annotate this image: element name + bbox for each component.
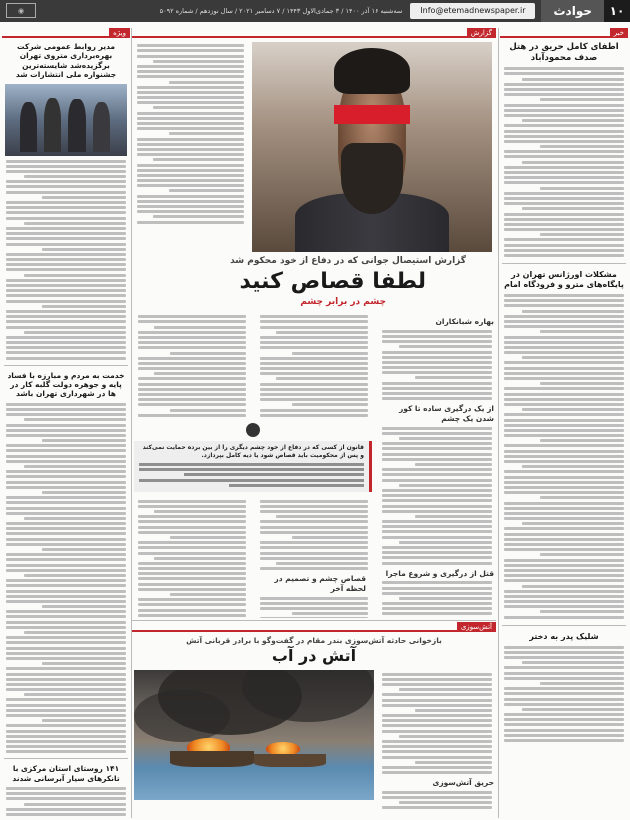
subheading-1: از یک درگیری ساده تا کور شدن یک چشم [398,404,494,423]
body-col2b [256,497,372,618]
right-column [500,28,628,818]
fire-headline: آتش در آب [271,646,357,666]
section-rule [132,620,496,621]
main-tag: گزارش [467,28,496,38]
fire-body-1b [378,791,496,810]
column-rule [498,28,499,818]
body-col3b [134,497,250,618]
fire-body-1 [378,673,496,775]
section-title: حوادث [541,0,604,22]
body-col2 [256,313,372,419]
fire-tag: آتش‌سوزی [457,622,496,632]
main-story [132,28,496,618]
byline: بهاره شبانکاران [435,317,494,326]
body-col1 [378,330,496,400]
newspaper-logo: ◉ [6,3,36,18]
right-story3-title: شلیک پدر به دختر [529,631,599,641]
main-headline: لطفا قصاص کنید [239,269,426,295]
subheading-2: قتل از درگیری و شروع ماجرا [385,568,494,578]
fire-story [132,622,496,818]
pull-quote-text: قانون از کسی که در دفاع از خود چشم دیگری را از بین برده حمایت نمی‌کند و پس از محکومیت باید قصاص شود یا دیه کامل بپردازد. [142,443,364,460]
suspect-photo [252,42,492,252]
left-story3-title: ۱۴۱ روستای استان مرکزی با تانکرهای سیار آبرسانی شدند [12,764,120,783]
left-story1-title: مدیر روابط عمومی شرکت بهره‌برداری متروی تهران برگزیده‌شد شایسته‌ترین جشنواره ملی انتشارات شد [15,42,117,80]
ceremony-photo [5,84,127,156]
right-story1-body [500,67,628,257]
right-story2-title: مشکلات اورژانس تهران در پایگاه‌های مترو و فرودگاه امام [504,270,624,289]
left-story3-body [2,787,130,818]
main-kicker: گزارش استیصال جوانی که در دفاع از خود محکوم شد [230,256,466,266]
fire-photo [134,670,374,800]
right-story3-body [500,646,628,742]
right-story2-body [500,294,628,619]
left-tag: ویژه [109,28,130,38]
right-story1-title: اطفای کامل حریق در هتل صدف محمودآباد [509,42,619,63]
eye-censor-bar [334,105,411,124]
pull-quote [134,441,372,493]
quote-marker-icon [246,423,260,437]
side-column-top [133,42,248,252]
header-date: سه‌شنبه ۱۶ آذر ۱۴۰۰ / ۳ جمادی‌الاول ۱۴۴۳ / ۷ دسامبر ۲۰۲۱ / سال نوزدهم / شماره ۵۰۹۲ [159,7,403,15]
page-header [0,0,630,22]
fire-kicker: بازخوانی حادثه آتش‌سوزی بندر مقام در گفت‌وگو با برادر قربانی آتش [186,636,442,645]
column-rule-left [131,28,132,818]
body-col1b [378,427,496,565]
subheading-4: قصاص چشم و تصمیم در لحظه آخر [274,574,366,593]
header-email[interactable]: Info@etemadnewspaper.ir [410,3,535,19]
page-number: ۱۰ [604,0,630,22]
left-story2-body [2,403,130,754]
left-column [2,28,130,818]
left-story2-title: خدمت به مردم و مبارزه با فساد پایه و جوهره دولت گلبه کار در ها در شهرداری تهران باشد [7,370,125,399]
left-story1-body [2,160,130,360]
right-tag: خبر [610,28,628,38]
body-col1c [378,581,496,618]
main-subhead: چشم در برابر چشم [300,296,386,307]
body-col3 [134,313,250,419]
fire-subheading: حریق آتش‌سوزی [432,778,494,788]
